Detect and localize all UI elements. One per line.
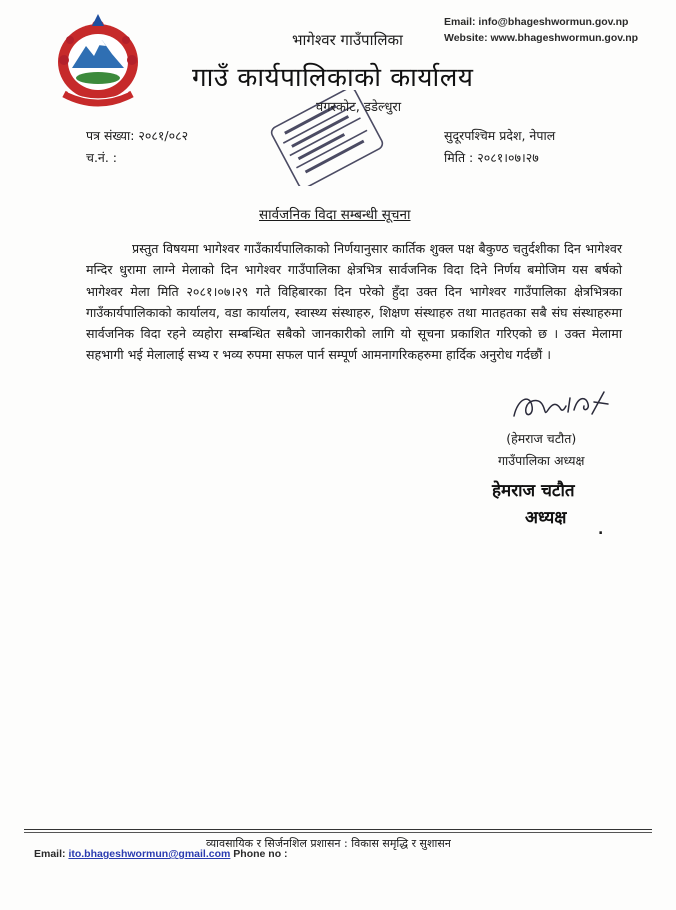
signatory-title: गाउँपालिका अध्यक्ष <box>498 453 585 468</box>
signatory-name: (हेमराज चटौत) <box>506 431 577 446</box>
footer-divider <box>24 829 652 830</box>
website-line[interactable]: Website: www.bhageshwormun.gov.np <box>444 32 639 44</box>
letter-date: मिति : २०८१।०७।२७ <box>444 150 539 165</box>
footer-divider-thin <box>24 832 652 833</box>
body-paragraph: प्रस्तुत विषयमा भागेश्वर गाउँकार्यपालिकाको निर्णयानुसार कार्तिक शुक्ल पक्ष बैकुण्ठ चतुर्दशीका दिन भागेश्वर मन्दिर धुरामा लाग्ने मेलाको दिन भागेश्वर गाउँपालिका क्षेत्रभित्र सार्वजनिक विदा दिने निर्णय बमोजिम यस बर्षको भागेश्वर मेला मिति २०८१।०७।२९ गते विहिबारका दिन परेको हुँदा उक्त दिन भागेश्वर गाउँपालिका क्षेत्रभित्रका गाउँकार्यपालिकाको कार्यालय, वडा कार्यालय, स्वास्थ्य संस्थाहरु, शिक्षण संस्थाहरु तथा मातहतका सबै संघ संस्थाहरुमा सार्वजनिक विदा रहने व्यहोरा सम्बन्धित सबैको जानकारीको लागि यो सूचना प्रकाशित गरिएको छ । उक्त मेलामा सहभागी भई मेलालाई सभ्य र भव्य रुपमा सफल पार्न सम्पूर्ण आमनागरिकहरुमा हार्दिक अनुरोध गर्दछौं । <box>86 241 622 363</box>
notice-body <box>86 238 622 366</box>
seal-name: हेमराज चटौत <box>492 481 575 501</box>
footer-slogan: व्यावसायिक र सिर्जनशिल प्रशासन : विकास समृद्धि र सुशासन <box>206 837 451 850</box>
signatory-block <box>498 428 584 472</box>
province-date-block <box>444 125 555 169</box>
nepal-emblem-icon <box>52 12 144 108</box>
seal-title: अध्यक्ष <box>525 508 567 528</box>
reference-block <box>86 125 188 169</box>
province: सुदूरपश्चिम प्रदेश, नेपाल <box>444 128 556 143</box>
letter-number: पत्र संख्या: २०८१/०८२ <box>86 128 189 143</box>
letterhead-contact <box>444 14 638 46</box>
dispatch-number: च.नं. : <box>86 150 118 165</box>
subject-heading: सार्वजनिक विदा सम्बन्धी सूचना <box>259 207 411 223</box>
signature-icon <box>508 388 612 424</box>
office-location: वगरकोट, डडेल्धुरा <box>316 100 402 115</box>
footer-contact <box>34 848 288 860</box>
footer-email-label: Email: <box>34 848 66 860</box>
footer-email-link[interactable]: ito.bhageshwormun@gmail.com <box>68 848 231 860</box>
footer-phone-label: Phone no : <box>233 848 288 860</box>
email-line[interactable]: Email: info@bhageshwormun.gov.np <box>444 16 629 28</box>
municipality-name: भागेश्वर गाउँपालिका <box>292 31 403 49</box>
seal-dot: . <box>598 522 604 538</box>
office-title: गाउँ कार्यपालिकाको कार्यालय <box>192 63 474 93</box>
name-seal <box>492 478 575 532</box>
